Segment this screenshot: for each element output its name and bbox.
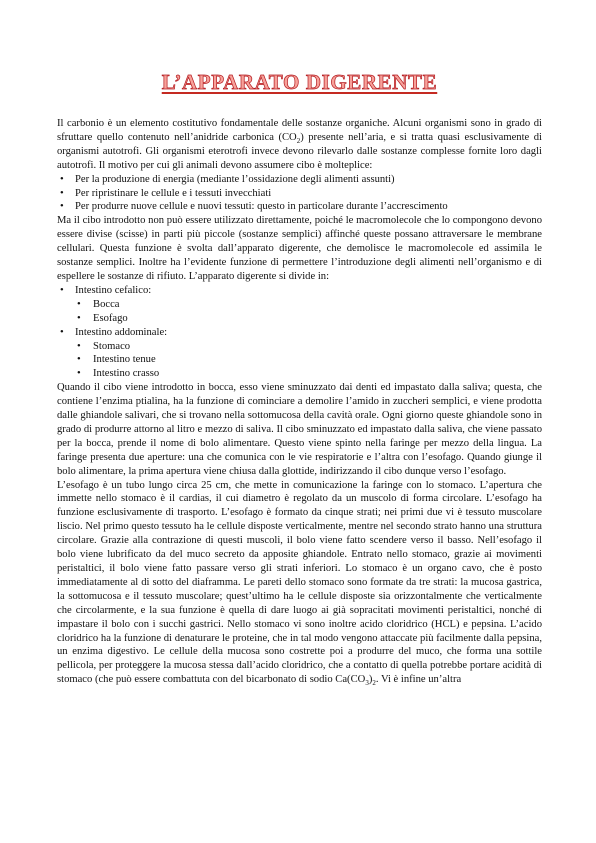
para4-text-a: L’esofago è un tubo lungo circa 25 cm, che mette in comunicazione la faringe con lo stomaco. L’apertura che immette nello stomaco è il cardias, il cui diametro è regolato da un muscolo di forma circolare. L’esofago ha funzione esclusivamente di trasporto. L’esofago è formato da cinque strati; nei primi due vi è tessuto muscolare liscio. Nel primo questo tessuto ha le cellule disposte verticalmente, mentre nel secondo strato hanno una struttura circolare. Grazie alla contrazione di questi muscoli, il bolo viene fatto scendere verso il basso. Nell’esofago il bolo viene lubrificato da del muco secreto da apposite ghiandole. Entrato nello stomaco, grazie ai movimenti peristaltici, il bolo viene fatto passare verso gli strati inferiori. Lo stomaco è un organo cavo, che è posto immediatamente al di sotto del diaframma. Le pareti dello stomaco sono formate da tre strati: la mucosa gastrica, la sottomucosa e il tessuto muscolare; quest’ultimo ha le cellule disposte sia orizzontalmente che verticalmente che circolarmente, e la sua funzione è quella di dare luogo ai già sopracitati movimenti peristaltici, nonché di impastare il bolo con i succhi gastrici. Nello stomaco vi sono inoltre acido cloridrico (HCL) e pepsina. L’acido cloridrico ha la funzione di denaturare le proteine, che in tal modo vengono attaccate più facilmente dalla pepsina, un enzima digestivo. Le cellule della mucosa sono costrette poi a produrre del muco, che forma una sottile pellicola, per proteggere la mucosa stessa dall’acido cloridrico, che a contatto di quella potrebbe portare acidità di stomaco (che può essere combattuta con del bicarbonato di sodio Ca(CO — [57, 479, 542, 686]
list-item: • Intestino tenue — [57, 353, 542, 367]
paragraph-3: Quando il cibo viene introdotto in bocca, esso viene sminuzzato dai denti ed impastato dalla saliva; questa, che contiene l’enzima ptialina, ha la funzione di cominciare a demolire l’amido in zuccheri semplici, e viene prodotta dalle ghiandole salivari, che si trovano nella sottomucosa della cavità orale. Ogni giorno queste ghiandole sono in grado di produrre attorno al litro e mezzo di saliva. Il cibo sminuzzato ed impastato dalla saliva, che viene passato per la bocca, prende il nome di bolo alimentare. Questo viene spinto nella faringe per mezzo della lingua. La faringe presenta due aperture: una che comunica con le vie respiratorie e l’altra con l’esofago. Quando giunge il bolo alimentare, la prima apertura viene chiusa dalla glottide, indirizzando il cibo dunque verso l’esofago. — [57, 382, 542, 477]
list-item: • Intestino addominale: — [57, 326, 542, 340]
list-item: • Esofago — [57, 312, 542, 326]
list-item: • Bocca — [57, 298, 542, 312]
list-item: • Per ripristinare le cellule e i tessuti invecchiati — [57, 187, 542, 201]
intro-paragraph — [57, 117, 542, 173]
divisions-list — [57, 326, 542, 340]
paragraph-4 — [57, 479, 542, 688]
list-item: • Per produrre nuove cellule e nuovi tessuti: questo in particolare durante l’accrescimento — [57, 200, 542, 214]
intro-text-a: Il carbonio è un elemento costitutivo fondamentale delle sostanze organiche. Alcuni organismi sono in grado di sfruttare quello contenuto nell’anidride carbonica (CO — [57, 118, 542, 143]
list-item: • Intestino cefalico: — [57, 284, 542, 298]
formula-subscript: 2 — [372, 679, 376, 688]
para4-text-c: . Vi è infine un’altra — [375, 674, 462, 686]
divisions-list — [57, 284, 542, 298]
intro-text-b: ) presente nell’aria, e si tratta quasi esclusivamente di organismi autotrofi. Gli organismi eterotrofi invece devono rilevarlo dalle sostanze complesse fornite loro dagli autotrofi. Il motivo per cui gli animali devono assumere cibo è molteplice: — [57, 131, 542, 171]
list-item: • Per la produzione di energia (mediante l’ossidazione degli alimenti assunti) — [57, 173, 542, 187]
list-item: • Stomaco — [57, 340, 542, 354]
co3-subscript: 3 — [365, 679, 369, 688]
sub-list — [57, 298, 542, 326]
paragraph-2: Ma il cibo introdotto non può essere utilizzato direttamente, poiché le macromolecole che lo compongono devono essere divise (scisse) in parti più piccole (sostanze semplici) affinché queste possano attraversare le membrane cellulari. Questa funzione è svolta dall’apparato digerente, che demolisce le macromolecole ed assimila le sostanze semplici. Inoltre ha l’evidente funzione di permettere l’introduzione degli alimenti nell’organismo e di espellere le sostanze di rifiuto. L’apparato digerente si divide in: — [57, 215, 542, 282]
reasons-list — [57, 173, 542, 215]
list-item: • Intestino crasso — [57, 367, 542, 381]
page-title: L’APPARATO DIGERENTE — [161, 70, 438, 94]
sub-list — [57, 340, 542, 382]
co2-subscript: 2 — [296, 137, 301, 146]
para4-text-b: ) — [368, 674, 373, 686]
